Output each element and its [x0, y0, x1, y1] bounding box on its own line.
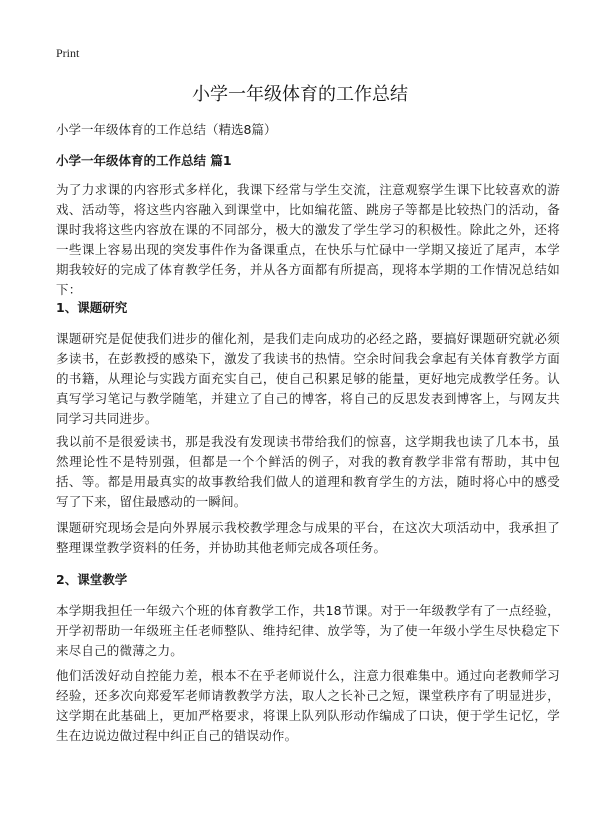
section-heading-teaching: 2、课堂教学 — [56, 572, 128, 587]
document-subtitle: 小学一年级体育的工作总结（精选8篇） — [56, 122, 277, 137]
section-heading-research: 1、课题研究 — [56, 300, 128, 315]
research-paragraph-3: 课题研究现场会是向外界展示我校教学理念与成果的平台，在这次大项活动中，我承担了整理课堂教学资料的任务，并协助其他老师完成各项任务。 — [56, 520, 560, 555]
article-heading: 小学一年级体育的工作总结 篇1 — [56, 153, 232, 168]
teaching-paragraph-1: 本学期我担任一年级六个班的体育教学工作，共18节课。对于一年级教学有了一点经验，开学初帮助一年级班主任老师整队、维持纪律、放学等，为了使一年级小学生尽快稳定下来尽自己的微薄之力。 — [56, 603, 560, 658]
teaching-paragraph-2: 他们活泼好动自控能力差，根本不在乎老师说什么，注意力很难集中。通过向老教师学习经验，还多次向郑爱军老师请教教学方法，取人之长补己之短，课堂秩序有了明显进步，这学期在此基础上，更加严格要求，将课上队列队形动作编成了口诀，便于学生记忆，学生在边说边做过程中纠正自己的错误动作。 — [56, 668, 560, 743]
page-title: 小学一年级体育的工作总结 — [192, 84, 408, 105]
intro-paragraph: 为了力求课的内容形式多样化，我课下经常与学生交流，注意观察学生课下比较喜欢的游戏、活动等，将这些内容融入到课堂中，比如编花篮、跳房子等都是比较热门的活动，备课时我将这些内容放在课的不同部分，极大的激发了学生学习的积极性。除此之外，还将一些课上容易出现的突发事件作为备课重点，在快乐与忙碌中一学期又接近了尾声，本学期我较好的完成了体育教学任务，并从各方面都有所提高，现将本学期的工作情况总结如下： — [56, 182, 560, 297]
research-paragraph-2: 我以前不是很爱读书，那是我没有发现读书带给我们的惊喜，这学期我也读了几本书，虽然理论性不是特别强，但都是一个个鲜活的例子，对我的教育教学非常有帮助，其中包括、等。都是用最真实的故事教给我们做人的道理和教育学生的方法，随时将心中的感受写了下来，留住最感动的一瞬间。 — [56, 434, 560, 509]
print-link[interactable]: Print — [56, 46, 80, 60]
research-paragraph-1: 课题研究是促使我们进步的催化剂，是我们走向成功的必经之路，要搞好课题研究就必须多读书，在彭教授的感染下，激发了我读书的热情。空余时间我会拿起有关体育教学方面的书籍，从理论与实践方面充实自己，使自己积累足够的能量，更好地完成教学任务。认真写学习笔记与教学随笔，并建立了自己的博客，将自己的反思发表到博客上，与网友共同学习共同进步。 — [56, 331, 560, 426]
